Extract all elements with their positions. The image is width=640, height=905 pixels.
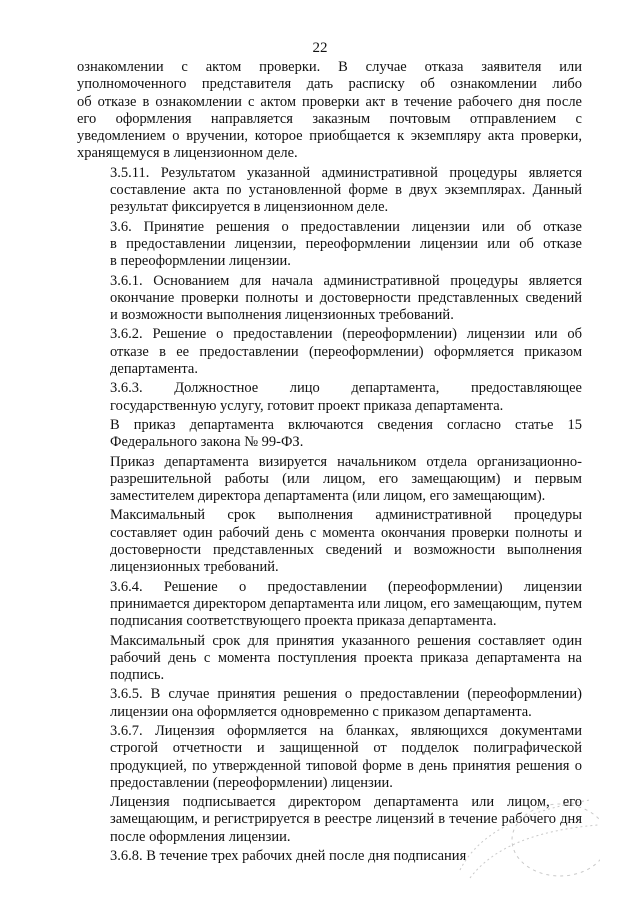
text-line: подпись. (110, 667, 165, 684)
text-line: подписания соответствующего проекта приказа департамента. (110, 613, 497, 630)
text-line: Федерального закона № 99-ФЗ. (110, 434, 304, 451)
text-line: лицензии она оформляется одновременно с приказом департамента. (110, 703, 532, 720)
paragraph (77, 848, 582, 865)
document-body (77, 59, 582, 867)
text-line: его оформления направляется заказным почтовым отправлением с (77, 110, 582, 127)
text-line: ознакомлении с актом проверки. В случае отказа заявителя или (77, 59, 582, 75)
text-line: уведомлением о вручении, которое приобщается к экземпляру акта проверки, (77, 128, 582, 145)
text-line: принимается директором департамента или лицом, его замещающим, путем (110, 595, 582, 612)
text-line: разрешительной работы (или лицом, его замещающим) и первым (110, 470, 582, 487)
text-line: замещающим, и регистрируется в реестре лицензий в течение рабочего дня (110, 811, 582, 828)
text-line: составление акта по установленной форме в двух экземплярах. Данный (110, 182, 582, 199)
text-line: уполномоченного представителя дать расписку об ознакомлении либо (77, 76, 582, 93)
text-line: Максимальный срок выполнения административной процедуры (110, 507, 582, 524)
text-line: Максимальный срок для принятия указанного решения составляет один (110, 632, 582, 649)
text-line: 3.6.1. Основанием для начала административной процедуры является (110, 272, 582, 289)
text-line: Приказ департамента визируется начальником отдела организационно- (110, 453, 582, 470)
text-line: заместителем директора департамента (или лицом, его замещающим). (110, 488, 546, 505)
paragraph (77, 417, 582, 452)
paragraph (77, 723, 582, 792)
text-line: в переоформлении лицензии. (110, 253, 291, 270)
text-line: государственную услугу, готовит проект приказа департамента. (110, 397, 504, 414)
text-line: 3.6.5. В случае принятия решения о предоставлении (переоформлении) (110, 686, 582, 703)
text-line: продукцией, по утвержденной типовой форме в день принятия решения о (110, 757, 582, 774)
text-line: результат фиксируется в лицензионном деле. (110, 199, 389, 216)
text-line: и возможности выполнения лицензионных требований. (110, 307, 454, 324)
paragraph (77, 794, 582, 846)
text-line: департамента. (110, 361, 198, 378)
text-line: 3.6.2. Решение о предоставлении (переоформлении) лицензии или об (110, 326, 582, 343)
text-line: предоставлении (переоформлении) лицензии. (110, 774, 393, 791)
paragraph (77, 219, 582, 271)
text-line: рабочий день с момента поступления проекта приказа департамента на (110, 649, 582, 666)
paragraph (77, 165, 582, 217)
text-line: об отказе в ознакомлении с актом проверки акт в течение рабочего дня после (77, 93, 582, 110)
paragraph (77, 633, 582, 685)
text-line: В приказ департамента включаются сведения согласно статье 15 (110, 416, 582, 433)
paragraph (77, 326, 582, 378)
text-line: 3.6.8. В течение трех рабочих дней после дня подписания (110, 848, 467, 865)
text-line: в предоставлении лицензии, переоформлении лицензии или об отказе (110, 235, 582, 252)
text-line: окончание проверки полноты и достоверности представленных сведений (110, 289, 582, 306)
text-line: отказе в ее предоставлении (переоформлении) оформляется приказом (110, 343, 582, 360)
text-line: 3.6. Принятие решения о предоставлении лицензии или об отказе (110, 218, 582, 235)
text-line: 3.6.3. Должностное лицо департамента, предоставляющее (110, 380, 582, 397)
text-line: 3.6.7. Лицензия оформляется на бланках, являющихся документами (110, 722, 582, 739)
text-line: лицензионных требований. (110, 559, 279, 576)
paragraph (77, 454, 582, 506)
text-line: 3.6.4. Решение о предоставлении (переоформлении) лицензии (110, 578, 582, 595)
paragraph (77, 59, 582, 163)
paragraph (77, 507, 582, 576)
paragraph (77, 380, 582, 415)
text-line: составляет один рабочий день с момента окончания проверки полноты и (110, 524, 582, 541)
page-number: 22 (312, 40, 328, 56)
paragraph (77, 273, 582, 325)
text-line: строгой отчетности и защищенной от подделок полиграфической (110, 740, 582, 757)
text-line: после оформления лицензии. (110, 828, 291, 845)
text-line: 3.5.11. Результатом указанной административной процедуры является (110, 164, 582, 181)
paragraph (77, 579, 582, 631)
text-line: Лицензия подписывается директором департамента или лицом, его (110, 794, 582, 811)
paragraph (77, 686, 582, 721)
text-line: достоверности представленных сведений и возможности выполнения (110, 542, 582, 559)
text-line: хранящемуся в лицензионном деле. (77, 145, 298, 162)
